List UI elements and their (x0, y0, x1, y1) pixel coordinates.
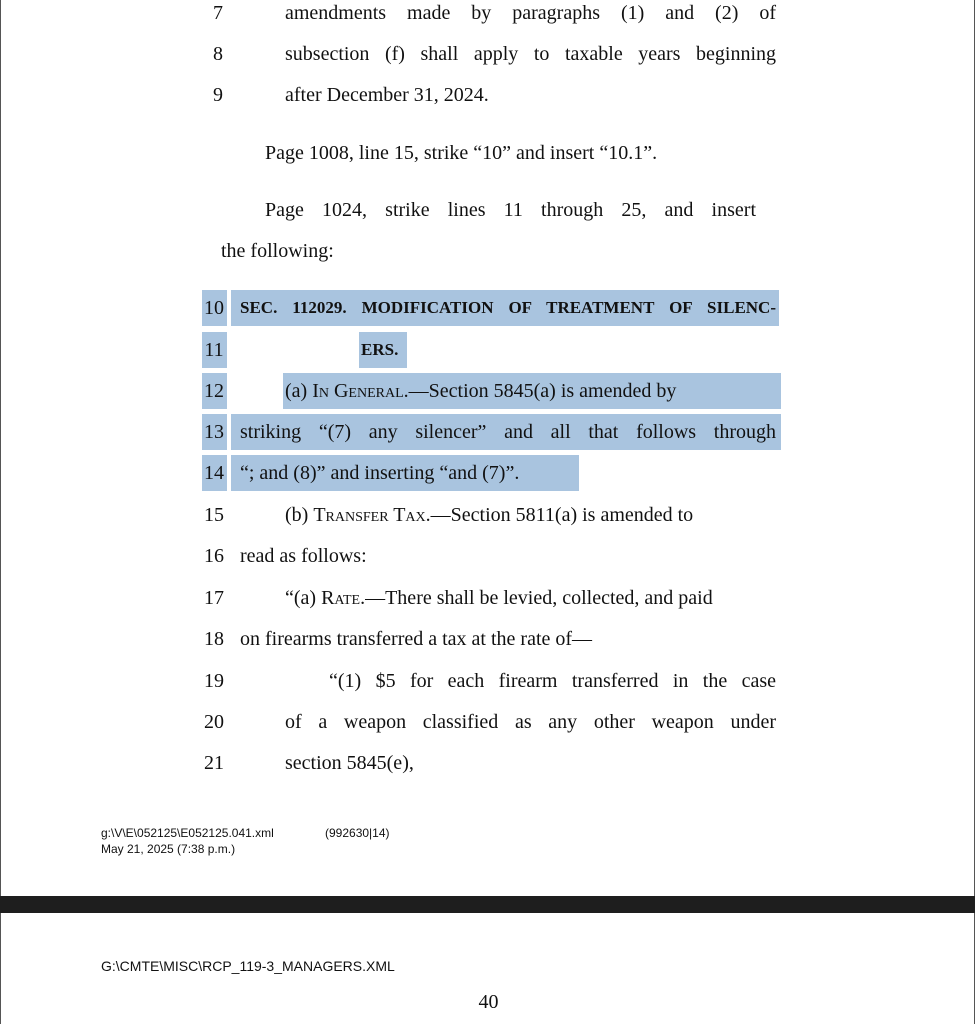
line-number: 20 (204, 711, 224, 733)
line-text: amendments made by paragraphs (1) and (2) of (285, 2, 776, 24)
line-21 (1, 746, 975, 780)
line-text: read as follows: (240, 545, 367, 567)
line-number: 8 (213, 43, 223, 65)
rate-title: Rate (321, 587, 361, 609)
line-text: subsection (f) shall apply to taxable years beginning (285, 43, 776, 65)
line-15 (1, 498, 975, 532)
line-8 (1, 37, 975, 71)
line-10 (1, 291, 975, 325)
instruction-continuation: the following: (221, 240, 334, 262)
line-17 (1, 581, 975, 615)
section-heading: SEC. 112029. MODIFICATION OF TREATMENT OF SILENC- (240, 298, 776, 317)
line-number: 16 (204, 545, 224, 567)
line-number: 7 (213, 2, 223, 24)
rate-open: “(a) (285, 587, 322, 609)
line-13 (1, 415, 975, 449)
subsection-body: .—Section 5811(a) is amended to (425, 504, 694, 526)
line-number: 17 (204, 587, 224, 609)
line-11 (1, 333, 975, 367)
instruction-page-1008: Page 1008, line 15, strike “10” and insert “10.1”. (265, 142, 658, 164)
line-number: 18 (204, 628, 224, 650)
line-number: 19 (204, 670, 224, 692)
document-page-2 (0, 913, 975, 1024)
line-text: section 5845(e), (285, 752, 414, 774)
line-18 (1, 622, 975, 656)
page-separator (0, 896, 975, 913)
line-text: after December 31, 2024. (285, 84, 489, 106)
line-text: on firearms transferred a tax at the rate of— (240, 628, 593, 650)
line-19 (1, 664, 975, 698)
line-number: 9 (213, 84, 223, 106)
line-number: 13 (204, 421, 224, 443)
line-number: 10 (204, 297, 224, 319)
line-text: “(1) $5 for each firearm transferred in the case (329, 670, 776, 692)
line-text: striking “(7) any silencer” and all that follows through (240, 421, 776, 443)
line-number: 14 (204, 462, 224, 484)
subsection-title: In General (312, 380, 404, 402)
line-14 (1, 456, 975, 490)
line-text: “; and (8)” and inserting “and (7)”. (240, 462, 520, 484)
subsection-label: (a) (285, 380, 313, 402)
line-number: 15 (204, 504, 224, 526)
rate-body: .—There shall be levied, collected, and paid (360, 587, 713, 609)
line-number: 11 (204, 339, 224, 361)
subsection-body: .—Section 5845(a) is amended by (403, 380, 677, 402)
line-16 (1, 539, 975, 573)
subsection-a (285, 374, 776, 408)
line-number: 21 (204, 752, 224, 774)
line-9 (1, 78, 975, 112)
footer-date: May 21, 2025 (7:38 p.m.) (101, 842, 236, 856)
subsection-a-text (285, 374, 676, 408)
instruction-page-1024: Page 1024, strike lines 11 through 25, and insert (265, 199, 756, 221)
line-7 (1, 0, 975, 30)
page-number: 40 (478, 991, 499, 1013)
footer-code: (992630|14) (325, 826, 390, 840)
subsection-title: Transfer Tax (313, 504, 426, 526)
line-text: of a weapon classified as any other weapon under (285, 711, 776, 733)
section-heading-continuation: ERS. (361, 340, 399, 359)
line-12 (1, 374, 975, 408)
subsection-label: (b) (285, 504, 314, 526)
subsection-b (285, 498, 693, 532)
line-number: 12 (204, 380, 224, 402)
page-header-path: G:\CMTE\MISC\RCP_119-3_MANAGERS.XML (101, 958, 395, 974)
footer-file-path: g:\V\E\052125\E052125.041.xml (101, 826, 274, 840)
rate-paragraph (285, 581, 713, 615)
line-20 (1, 705, 975, 739)
